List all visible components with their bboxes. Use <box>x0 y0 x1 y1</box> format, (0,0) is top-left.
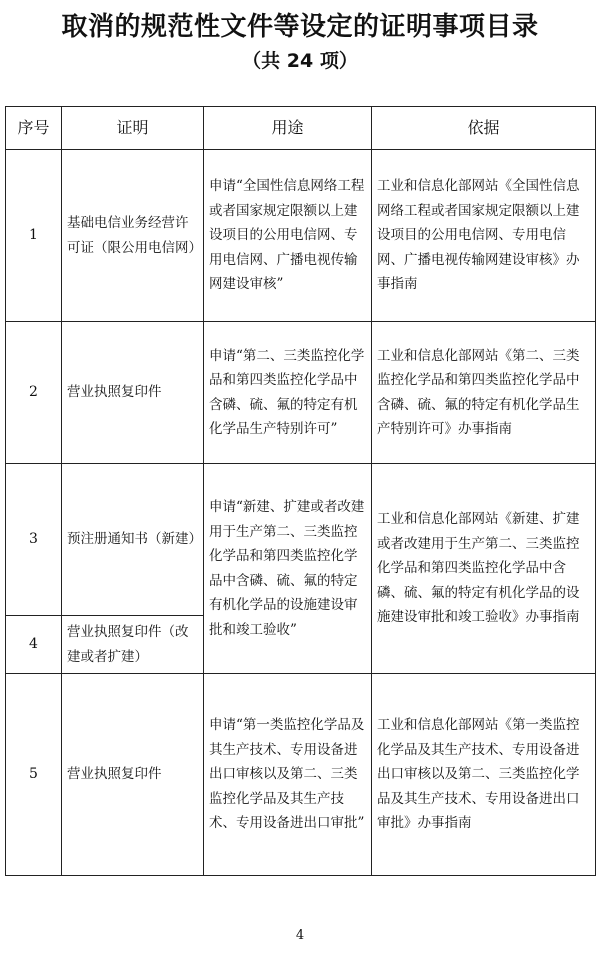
header-no: 序号 <box>6 107 62 150</box>
certificate-table <box>5 106 596 876</box>
certificate-text: 预注册通知书（新建） <box>67 531 202 548</box>
table-row <box>6 150 596 322</box>
basis-text: 工业和信息化部网站《第二、三类监控化学品和第四类监控化学品中含磷、硫、氟的特定有机化学品生产特别许可》办事指南 <box>377 347 580 437</box>
page-number: 4 <box>295 928 305 943</box>
certificate-cell <box>62 674 204 876</box>
basis-cell <box>372 322 596 464</box>
purpose-text: 申请“新建、扩建或者改建用于生产第二、三类监控化学品和第四类监控化学品中含磷、硫、氟的特定有机化学品的设施建设审批和竣工验收” <box>209 499 365 638</box>
basis-cell <box>372 150 596 322</box>
certificate-text: 营业执照复印件 <box>67 766 162 783</box>
document-subtitle: （共 24 项） <box>242 50 358 72</box>
certificate-cell <box>62 150 204 322</box>
row-number: 1 <box>6 150 62 322</box>
basis-cell <box>372 674 596 876</box>
certificate-text: 营业执照复印件（改建或者扩建） <box>67 624 189 665</box>
purpose-cell <box>204 674 372 876</box>
basis-text: 工业和信息化部网站《第一类监控化学品及其生产技术、专用设备进出口审核以及第二、三类监控化学品及其生产技术、专用设备进出口审批》办事指南 <box>377 717 580 832</box>
row-number: 5 <box>6 674 62 876</box>
table-header-row <box>6 107 596 150</box>
document-title: 取消的规范性文件等设定的证明事项目录 <box>61 12 539 42</box>
header-basis: 依据 <box>372 107 596 150</box>
purpose-text: 申请“第一类监控化学品及其生产技术、专用设备进出口审核以及第二、三类监控化学品及其生产技术、专用设备进出口审批” <box>209 717 365 832</box>
basis-cell <box>372 464 596 674</box>
purpose-cell <box>204 464 372 674</box>
table-row <box>6 464 596 616</box>
certificate-cell <box>62 464 204 616</box>
certificate-cell <box>62 616 204 674</box>
purpose-cell <box>204 150 372 322</box>
basis-text: 工业和信息化部网站《全国性信息网络工程或者国家规定限额以上建设项目的公用电信网、专用电信网、广播电视传输网建设审核》办事指南 <box>377 178 580 293</box>
header-purpose: 用途 <box>204 107 372 150</box>
table-row <box>6 322 596 464</box>
row-number: 2 <box>6 322 62 464</box>
purpose-text: 申请“第二、三类监控化学品和第四类监控化学品中含磷、硫、氟的特定有机化学品生产特别许可” <box>209 347 365 437</box>
certificate-text: 营业执照复印件 <box>67 384 162 401</box>
header-certificate: 证明 <box>62 107 204 150</box>
purpose-text: 申请“全国性信息网络工程或者国家规定限额以上建设项目的公用电信网、专用电信网、广播电视传输网建设审核” <box>209 178 365 293</box>
row-number: 4 <box>6 616 62 674</box>
certificate-text: 基础电信业务经营许可证（限公用电信网） <box>67 215 202 256</box>
certificate-cell <box>62 322 204 464</box>
purpose-cell <box>204 322 372 464</box>
row-number: 3 <box>6 464 62 616</box>
table-row <box>6 674 596 876</box>
basis-text: 工业和信息化部网站《新建、扩建或者改建用于生产第二、三类监控化学品和第四类监控化学品中含磷、硫、氟的特定有机化学品的设施建设审批和竣工验收》办事指南 <box>377 511 580 626</box>
